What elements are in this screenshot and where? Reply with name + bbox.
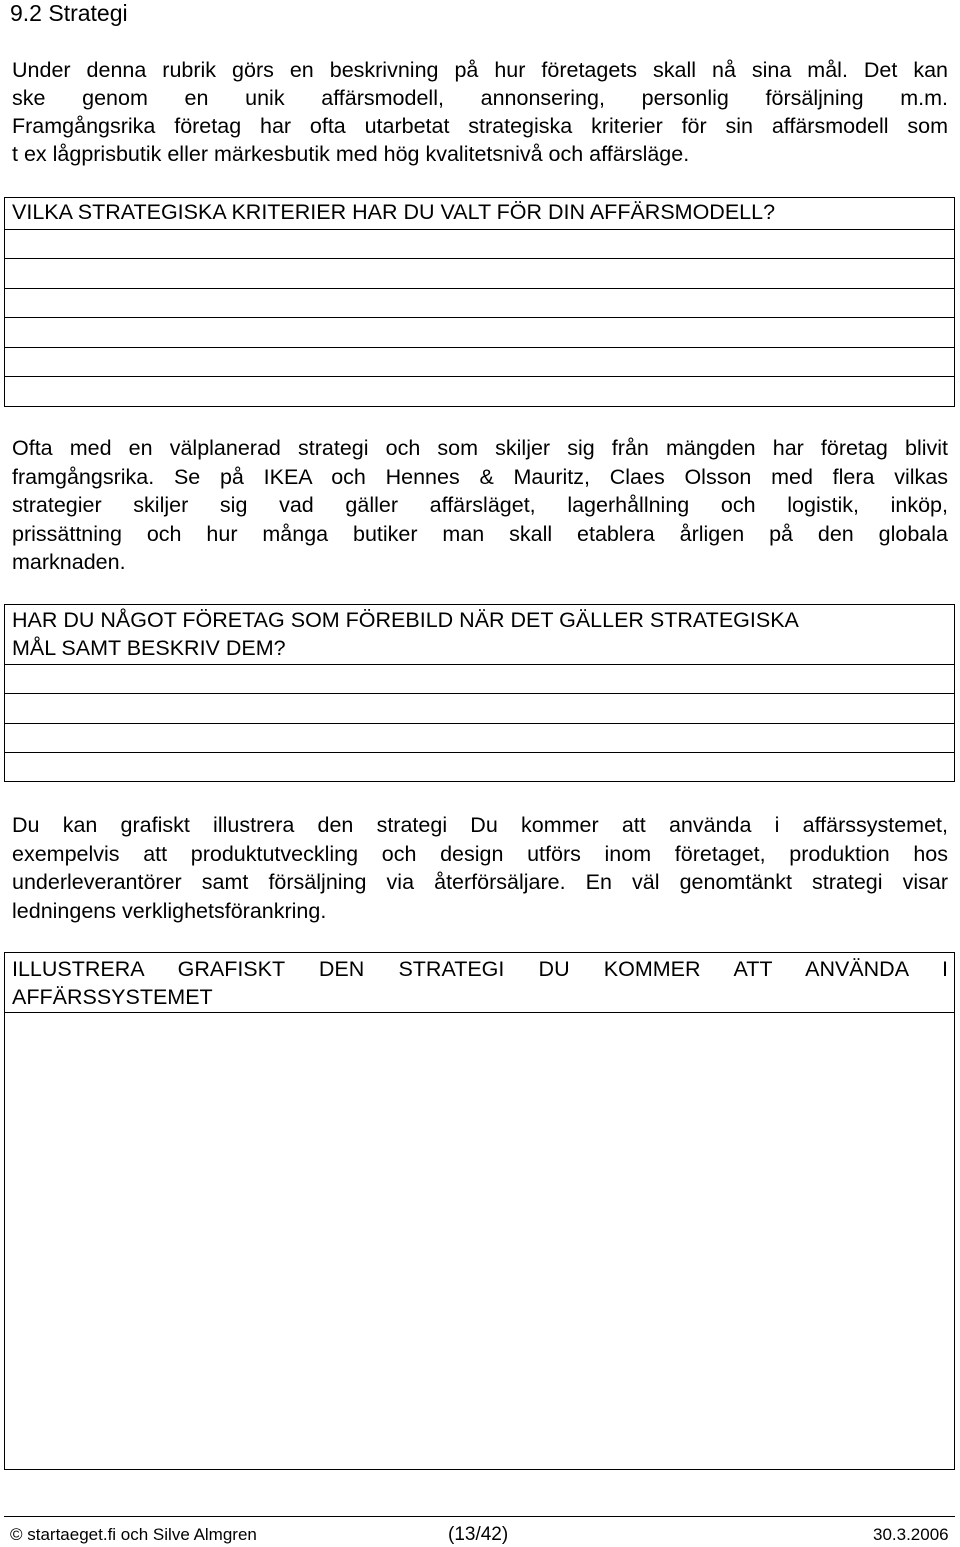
answer-line[interactable]: [5, 288, 954, 289]
body-line: exempelvis att produktutveckling och design utförs inom företaget, produktion hos: [12, 842, 948, 866]
body-line: prissättning och hur många butiker man skall etablera årligen på den globala: [12, 522, 948, 546]
illustration-question-label: AFFÄRSSYSTEMET: [12, 985, 213, 1009]
footer-date: 30.3.2006: [873, 1525, 949, 1544]
answer-line[interactable]: [5, 664, 954, 665]
body-line: framgångsrika. Se på IKEA och Hennes & Mauritz, Claes Olsson med flera vilkas: [12, 465, 948, 489]
body-line: underleverantörer samt försäljning via återförsäljare. En väl genomtänkt strategi visar: [12, 870, 948, 894]
answer-line[interactable]: [5, 258, 954, 259]
answer-line[interactable]: [5, 693, 954, 694]
body-line: Ofta med en välplanerad strategi och som skiljer sig från mängden har företag blivit: [12, 436, 948, 460]
answer-line[interactable]: [5, 723, 954, 724]
footer-page-number: (13/42): [448, 1524, 509, 1545]
answer-line[interactable]: [5, 347, 954, 348]
answer-line[interactable]: [5, 317, 954, 318]
answer-line[interactable]: [5, 376, 954, 377]
section-heading: 9.2 Strategi: [10, 0, 128, 26]
body-line: strategier skiljer sig vad gäller affärsläget, lagerhållning och logistik, inköp,: [12, 493, 948, 517]
body-line: Du kan grafiskt illustrera den strategi Du kommer att använda i affärssystemet,: [12, 813, 948, 837]
intro-line: Framgångsrika företag har ofta utarbetat strategiska kriterier för sin affärsmodell som: [12, 114, 948, 138]
role-model-answer-box[interactable]: [4, 604, 955, 782]
role-model-question-label: HAR DU NÅGOT FÖRETAG SOM FÖREBILD NÄR DET GÄLLER STRATEGISKA: [12, 608, 799, 632]
intro-line: Under denna rubrik görs en beskrivning på hur företagets skall nå sina mål. Det kan: [12, 58, 948, 82]
criteria-answer-box[interactable]: [4, 197, 955, 407]
answer-line[interactable]: [5, 752, 954, 753]
answer-line[interactable]: [5, 229, 954, 230]
footer-rule: [4, 1516, 955, 1517]
criteria-question-label: VILKA STRATEGISKA KRITERIER HAR DU VALT FÖR DIN AFFÄRSMODELL?: [12, 200, 776, 224]
role-model-question-label: MÅL SAMT BESKRIV DEM?: [12, 636, 286, 660]
illustration-question-label: ILLUSTRERA GRAFISKT DEN STRATEGI DU KOMMER ATT ANVÄNDA I: [12, 957, 948, 981]
intro-line: ske genom en unik affärsmodell, annonsering, personlig försäljning m.m.: [12, 86, 948, 110]
illustration-area-divider: [5, 1012, 954, 1013]
body-line: ledningens verklighetsförankring.: [12, 899, 327, 923]
intro-line: t ex lågprisbutik eller märkesbutik med hög kvalitetsnivå och affärsläge.: [12, 142, 690, 166]
illustration-box[interactable]: [4, 952, 955, 1470]
footer-copyright: © startaeget.fi och Silve Almgren: [10, 1525, 257, 1544]
body-line: marknaden.: [12, 550, 126, 574]
